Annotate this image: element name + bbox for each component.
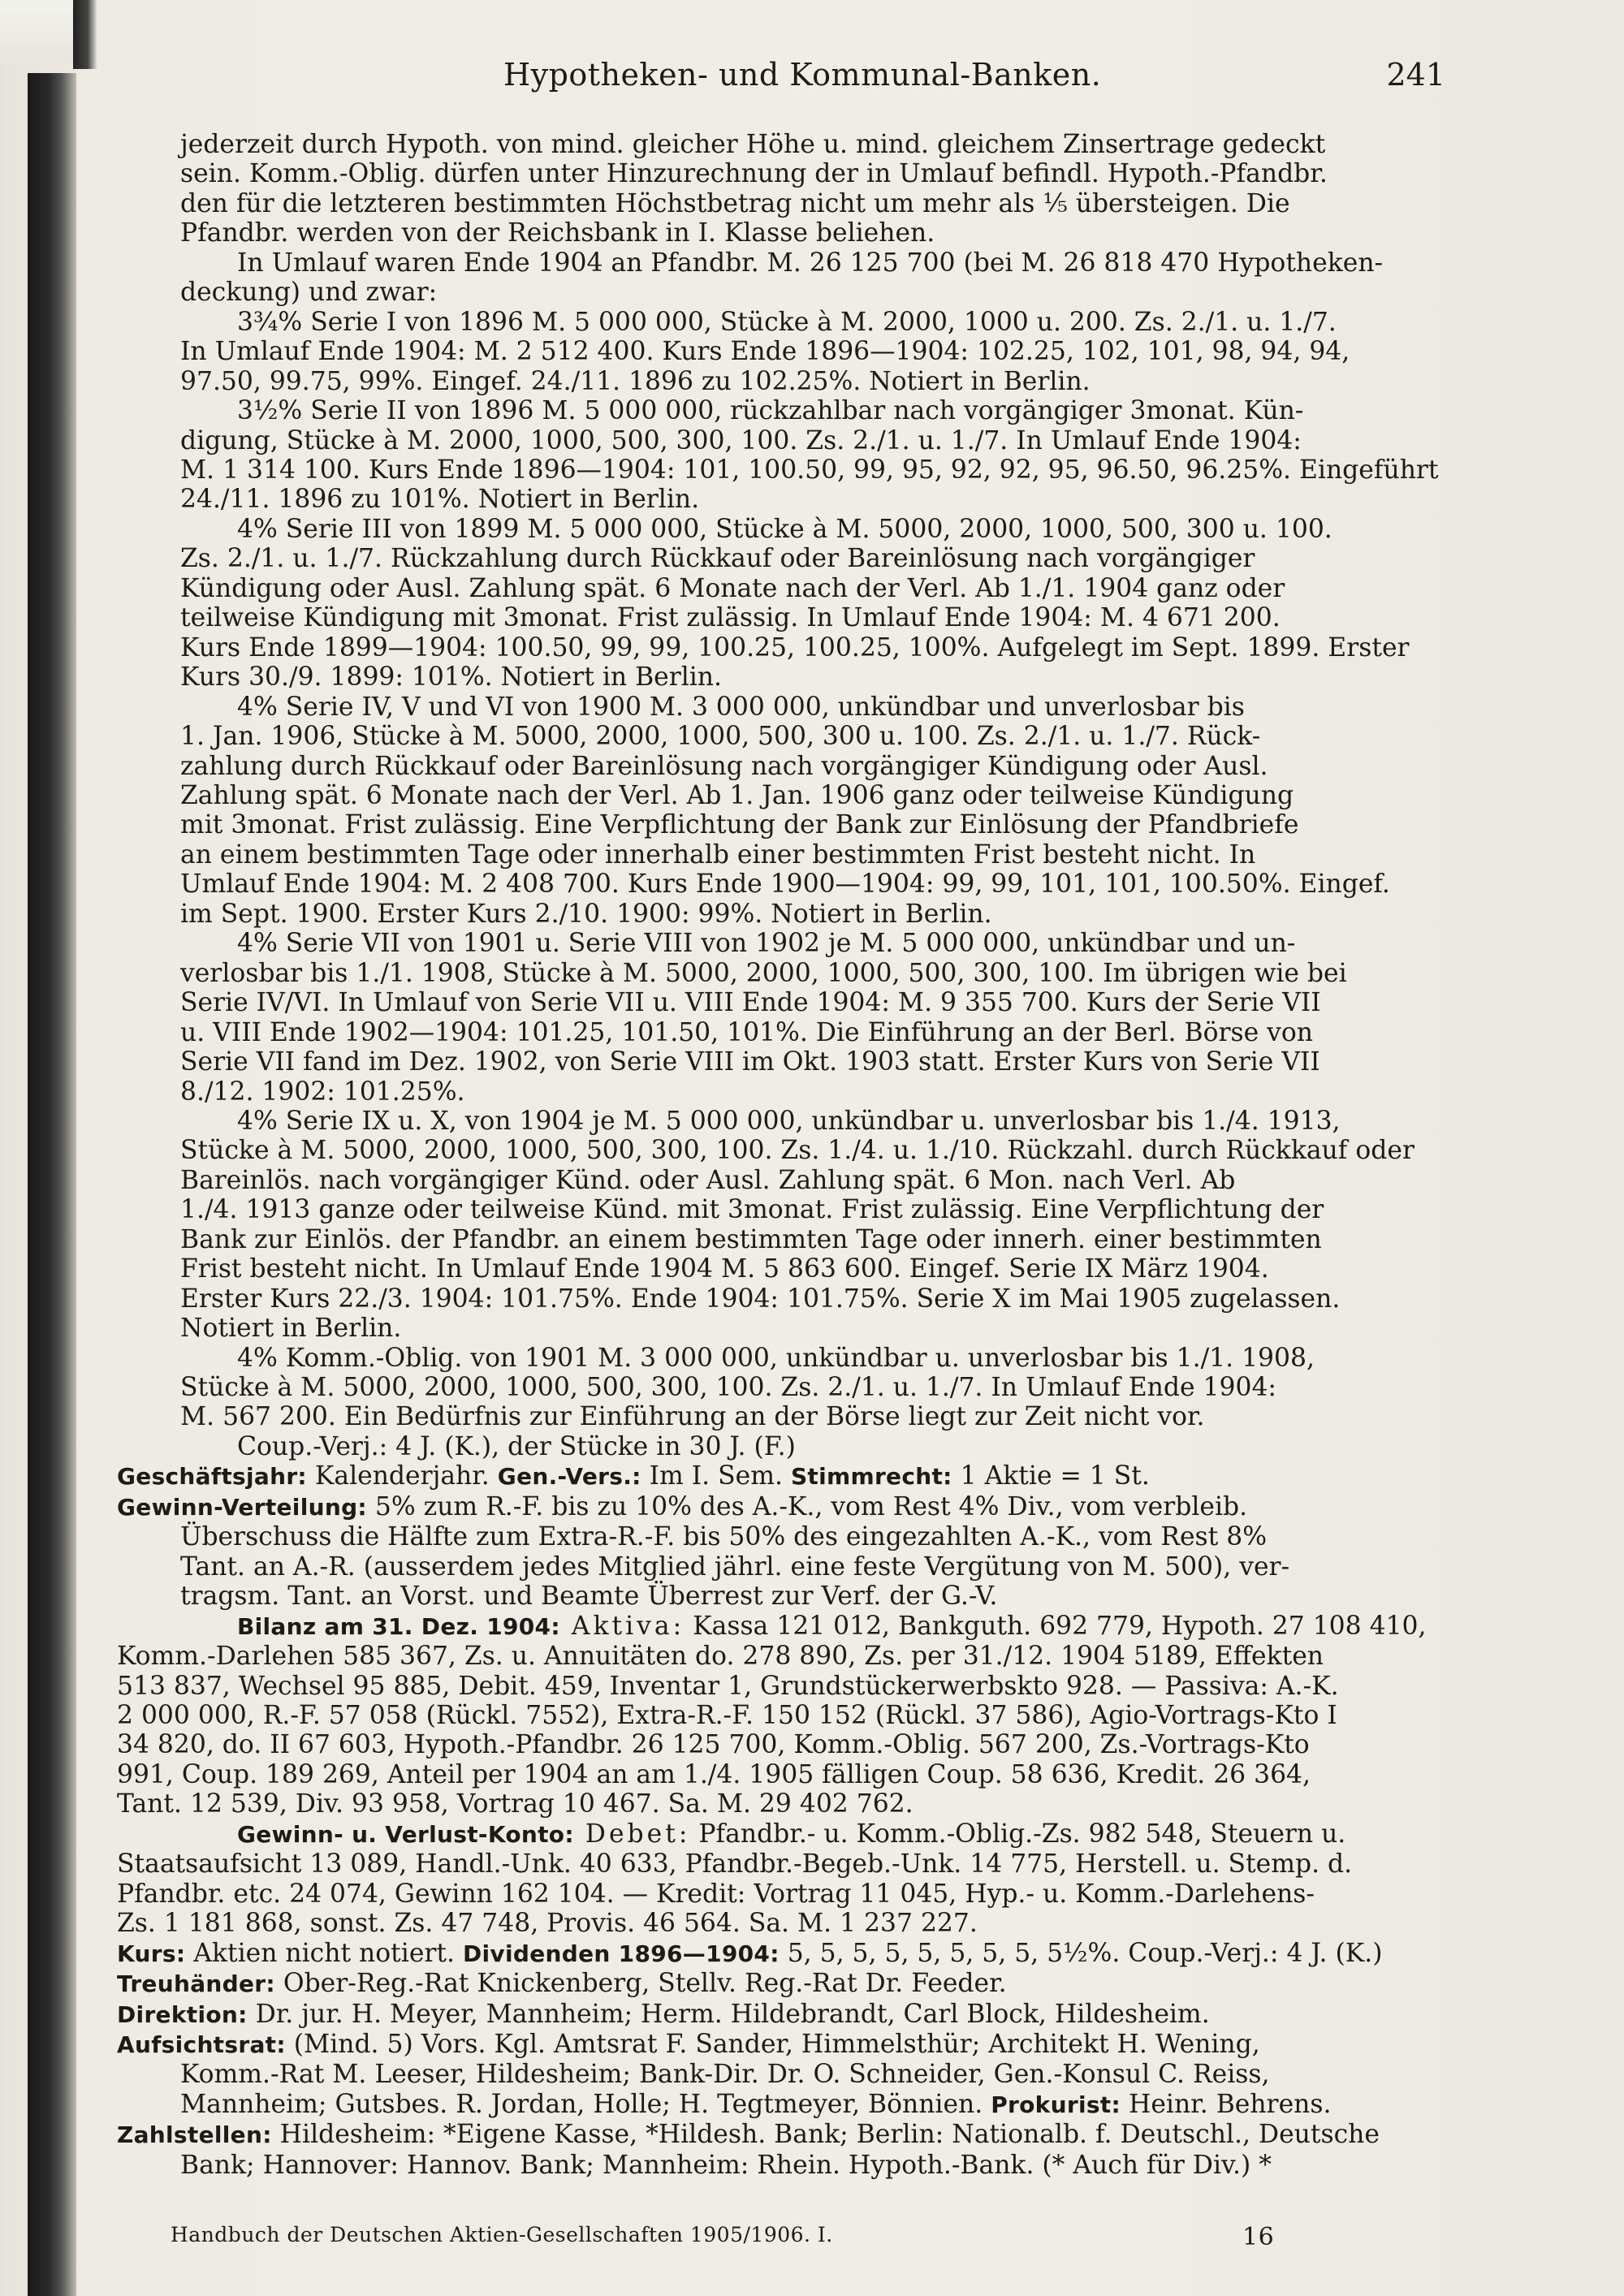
text-line: Komm.-Rat M. Leeser, Hildesheim; Bank-Dir. Dr. O. Schneider, Gen.-Konsul C. Reiss, [180,2060,1270,2090]
text-line: 4% Serie VII von 1901 u. Serie VIII von 1902 je M. 5 000 000, unkündbar und un- [237,929,1296,959]
section-line-treuhaender [117,1969,1447,1999]
section-label: Gewinn-Verteilung: [117,1493,367,1521]
text-line: im Sept. 1900. Erster Kurs 2./10. 1900: 99%. Notiert in Berlin. [180,899,992,929]
binding-top [0,0,77,65]
text-line: 2 000 000, R.-F. 57 058 (Rückl. 7552), Extra-R.-F. 150 152 (Rückl. 37 586), Agio-Vortrags-Kto I [117,1701,1337,1731]
section-line-gewinn-verlust-konto [180,1819,1447,1849]
text-line: Kurs Ende 1899—1904: 100.50, 99, 99, 100.25, 100.25, 100%. Aufgelegt im Sept. 1899. Erster [180,632,1410,662]
text-line: tragsm. Tant. an Vorst. und Beamte Überrest zur Verf. der G.-V. [180,1582,998,1612]
section-line-bilanz [180,1612,1447,1642]
text-line: teilweise Kündigung mit 3monat. Frist zulässig. In Umlauf Ende 1904: M. 4 671 200. [180,603,1281,633]
text-line: Serie IV/VI. In Umlauf von Serie VII u. VIII Ende 1904: M. 9 355 700. Kurs der Serie VII [180,988,1321,1018]
text-line: 4% Serie IX u. X, von 1904 je M. 5 000 000, unkündbar u. unverlosbar bis 1./4. 1913, [237,1106,1341,1136]
section-label: Dividenden 1896—1904: [462,1940,780,1967]
text-line: jederzeit durch Hypoth. von mind. gleicher Höhe u. mind. gleichem Zinsertrage gedeckt [180,130,1326,159]
text-line: Zahlung spät. 6 Monate nach der Verl. Ab 1. Jan. 1906 ganz oder teilweise Kündigung [180,780,1294,810]
section-text: Dr. jur. H. Meyer, Mannheim; Herm. Hildebrandt, Carl Block, Hildesheim. [247,1999,1210,2029]
text-line: Bank; Hannover: Hannov. Bank; Mannheim: Rhein. Hypoth.-Bank. (* Auch für Div.) * [180,2150,1272,2180]
section-text: 5% zum R.-F. bis zu 10% des A.-K., vom Rest 4% Div., vom verbleib. [366,1491,1248,1521]
text-line: 8./12. 1902: 101.25%. [180,1077,465,1107]
section-line-geschaeftsjahr [117,1461,1447,1491]
text-line: 4% Serie IV, V und VI von 1900 M. 3 000 000, unkündbar und unverlosbar bis [237,692,1245,722]
text-line: Pfandbr. etc. 24 074, Gewinn 162 104. — Kredit: Vortrag 11 045, Hyp.- u. Komm.-Darlehens- [117,1879,1315,1909]
text-line: sein. Komm.-Oblig. dürfen unter Hinzurechnung der in Umlauf befindl. Hypoth.-Pfandbr. [180,159,1328,189]
section-line-aufsichtsrat [117,2030,1447,2060]
section-text: 1 Aktie = 1 St. [952,1461,1150,1491]
text-line: Kündigung oder Ausl. Zahlung spät. 6 Monate nach der Verl. Ab 1./1. 1904 ganz oder [180,573,1285,603]
text-line: M. 1 314 100. Kurs Ende 1896—1904: 101, 100.50, 99, 95, 92, 92, 95, 96.50, 96.25%. Eingeführt [180,455,1439,485]
section-label: Stimmrecht: [790,1463,952,1491]
section-label: Prokurist: [991,2091,1121,2118]
text-line: 3¾% Serie I von 1896 M. 5 000 000, Stücke à M. 2000, 1000 u. 200. Zs. 2./1. u. 1./7. [237,307,1337,337]
text-line: an einem bestimmten Tage oder innerhalb einer bestimmten Frist besteht nicht. In [180,839,1256,870]
section-text: Kalenderjahr. [306,1461,498,1491]
text-line: Erster Kurs 22./3. 1904: 101.75%. Ende 1904: 101.75%. Serie X im Mai 1905 zugelassen. [180,1284,1341,1314]
section-line-direktion [117,2000,1447,2030]
section-label: Direktion: [117,2000,248,2028]
section-sublabel: Aktiva: [559,1611,685,1641]
text-line: zahlung durch Rückkauf oder Bareinlösung nach vorgängiger Kündigung oder Ausl. [180,751,1268,781]
text-line: In Umlauf Ende 1904: M. 2 512 400. Kurs Ende 1896—1904: 102.25, 102, 101, 98, 94, 94, [180,337,1350,367]
section-line-gewinn-verteilung [117,1492,1447,1522]
section-text: (Mind. 5) Vors. Kgl. Amtsrat F. Sander, Himmelsthür; Architekt H. Wening, [285,2030,1260,2059]
text-line: Zs. 2./1. u. 1./7. Rückzahlung durch Rückkauf oder Bareinlösung nach vorgängiger [180,544,1255,574]
section-label: Treuhänder: [117,1970,275,1998]
page-title: Hypotheken- und Kommunal-Banken. [503,57,1102,93]
text-line: 991, Coup. 189 269, Anteil per 1904 an am 1./4. 1905 fälligen Coup. 58 636, Kredit. 26 364, [117,1759,1311,1789]
text-line: digung, Stücke à M. 2000, 1000, 500, 300, 100. Zs. 2./1. u. 1./7. In Umlauf Ende 1904: [180,425,1302,455]
text-line: Frist besteht nicht. In Umlauf Ende 1904 M. 5 863 600. Eingef. Serie IX März 1904. [180,1254,1269,1284]
article-body [117,130,1447,2180]
text-line: 513 837, Wechsel 95 885, Debit. 459, Inventar 1, Grundstückerwerbskto 928. — Passiva: A.-K. [117,1671,1339,1701]
text-line: 4% Komm.-Oblig. von 1901 M. 3 000 000, unkündbar u. unverlosbar bis 1./1. 1908, [237,1343,1315,1373]
text-line: Tant. 12 539, Div. 93 958, Vortrag 10 467. Sa. M. 29 402 762. [117,1789,914,1819]
footer-signature: 16 [1242,2223,1275,2251]
section-line-zahlstellen [117,2120,1447,2150]
text-line: Staatsaufsicht 13 089, Handl.-Unk. 40 633, Pfandbr.-Begeb.-Unk. 14 775, Herstell. u. Stemp. d. [117,1849,1353,1880]
text-line: 34 820, do. II 67 603, Hypoth.-Pfandbr. 26 125 700, Komm.-Oblig. 567 200, Zs.-Vortrags-Kto [117,1730,1310,1760]
section-text: Im I. Sem. [641,1461,791,1491]
section-text: Mannheim; Gutsbes. R. Jordan, Holle; H. Tegtmeyer, Bönnien. [180,2089,991,2119]
text-line: mit 3monat. Frist zulässig. Eine Verpflichtung der Bank zur Einlösung der Pfandbriefe [180,810,1299,840]
text-line: verlosbar bis 1./1. 1908, Stücke à M. 5000, 2000, 1000, 500, 300, 100. Im übrigen wie bei [180,958,1347,988]
text-line: 97.50, 99.75, 99%. Eingef. 24./11. 1896 zu 102.25%. Notiert in Berlin. [180,366,1091,396]
text-line: Serie VII fand im Dez. 1902, von Serie VIII im Okt. 1903 statt. Erster Kurs von Serie VII [180,1047,1320,1077]
book-binding-edge [28,73,76,2296]
text-line: Pfandbr. werden von der Reichsbank in I. Klasse beliehen. [180,218,935,248]
text-line: 4% Serie III von 1899 M. 5 000 000, Stücke à M. 5000, 2000, 1000, 500, 300 u. 100. [237,514,1332,544]
text-line: Bank zur Einlös. der Pfandbr. an einem bestimmten Tage oder innerh. einer bestimmten [180,1224,1322,1254]
section-text: 5, 5, 5, 5, 5, 5, 5, 5, 5½%. Coup.-Verj.: 4 J. (K.) [779,1938,1383,1968]
footer-title: Handbuch der Deutschen Aktien-Gesellschaften 1905/1906. I. [171,2223,833,2246]
section-label: Aufsichtsrat: [117,2031,286,2058]
running-header [179,57,1445,106]
section-line-kurs [117,1939,1447,1969]
section-label: Gen.-Vers.: [497,1463,641,1491]
section-text: Kassa 121 012, Bankguth. 692 779, Hypoth. 27 108 410, [685,1611,1427,1641]
section-label: Bilanz am 31. Dez. 1904: [237,1612,560,1640]
text-line: Kurs 30./9. 1899: 101%. Notiert in Berlin. [180,662,722,693]
section-text: Aktien nicht notiert. [185,1938,463,1968]
page-number: 241 [1386,57,1445,93]
binding-corner [73,0,97,69]
text-line: 24./11. 1896 zu 101%. Notiert in Berlin. [180,485,700,515]
text-line: Überschuss die Hälfte zum Extra-R.-F. bis 50% des eingezahlten A.-K., vom Rest 8% [180,1522,1268,1552]
text-line: In Umlauf waren Ende 1904 an Pfandbr. M. 26 125 700 (bei M. 26 818 470 Hypotheken- [237,248,1384,278]
text-line: Komm.-Darlehen 585 367, Zs. u. Annuitäten do. 278 890, Zs. per 31./12. 1904 5189, Effekten [117,1642,1324,1672]
section-label: Zahlstellen: [117,2121,272,2149]
text-line: Bareinlös. nach vorgängiger Künd. oder Ausl. Zahlung spät. 6 Mon. nach Verl. Ab [180,1165,1236,1195]
section-sublabel: Debet: [573,1819,691,1849]
text-line: Notiert in Berlin. [180,1314,402,1344]
page-footer [171,2223,1275,2255]
text-line: Tant. an A.-R. (ausserdem jedes Mitglied jährl. eine feste Vergütung von M. 500), ver- [180,1552,1290,1582]
text-line: Stücke à M. 5000, 2000, 1000, 500, 300, 100. Zs. 2./1. u. 1./7. In Umlauf Ende 1904: [180,1373,1277,1403]
text-line: deckung) und zwar: [180,278,438,308]
section-label: Kurs: [117,1940,186,1967]
text-line: Zs. 1 181 868, sonst. Zs. 47 748, Provis. 46 564. Sa. M. 1 237 227. [117,1909,978,1939]
text-line: Stücke à M. 5000, 2000, 1000, 500, 300, 100. Zs. 1./4. u. 1./10. Rückzahl. durch Rückkauf oder [180,1136,1415,1166]
section-line-prokurist [180,2090,1447,2120]
text-line: Umlauf Ende 1904: M. 2 408 700. Kurs Ende 1900—1904: 99, 99, 101, 101, 100.50%. Eingef. [180,870,1390,900]
text-line: 1./4. 1913 ganze oder teilweise Künd. mit 3monat. Frist zulässig. Eine Verpflichtung der [180,1195,1324,1225]
text-line: 1. Jan. 1906, Stücke à M. 5000, 2000, 1000, 500, 300 u. 100. Zs. 2./1. u. 1./7. Rück- [180,722,1261,752]
text-line: 3½% Serie II von 1896 M. 5 000 000, rückzahlbar nach vorgängiger 3monat. Kün- [237,396,1304,426]
text-line: M. 567 200. Ein Bedürfnis zur Einführung an der Börse liegt zur Zeit nicht vor. [180,1402,1205,1432]
section-text: Hildesheim: *Eigene Kasse, *Hildesh. Bank; Berlin: Nationalb. f. Deutschl., Deutsche [271,2120,1380,2150]
section-text: Pfandbr.- u. Komm.-Oblig.-Zs. 982 548, Steuern u. [690,1819,1346,1849]
section-text: Ober-Reg.-Rat Knickenberg, Stellv. Reg.-Rat Dr. Feeder. [274,1969,1007,1999]
text-line: den für die letzteren bestimmten Höchstbetrag nicht um mehr als ⅕ übersteigen. Die [180,188,1290,218]
section-label: Gewinn- u. Verlust-Konto: [237,1820,574,1848]
section-label: Geschäftsjahr: [117,1463,307,1491]
text-line: u. VIII Ende 1902—1904: 101.25, 101.50, 101%. Die Einführung an der Berl. Börse von [180,1017,1313,1047]
section-text: Heinr. Behrens. [1121,2089,1332,2119]
text-line: Coup.-Verj.: 4 J. (K.), der Stücke in 30 J. (F.) [237,1431,796,1461]
